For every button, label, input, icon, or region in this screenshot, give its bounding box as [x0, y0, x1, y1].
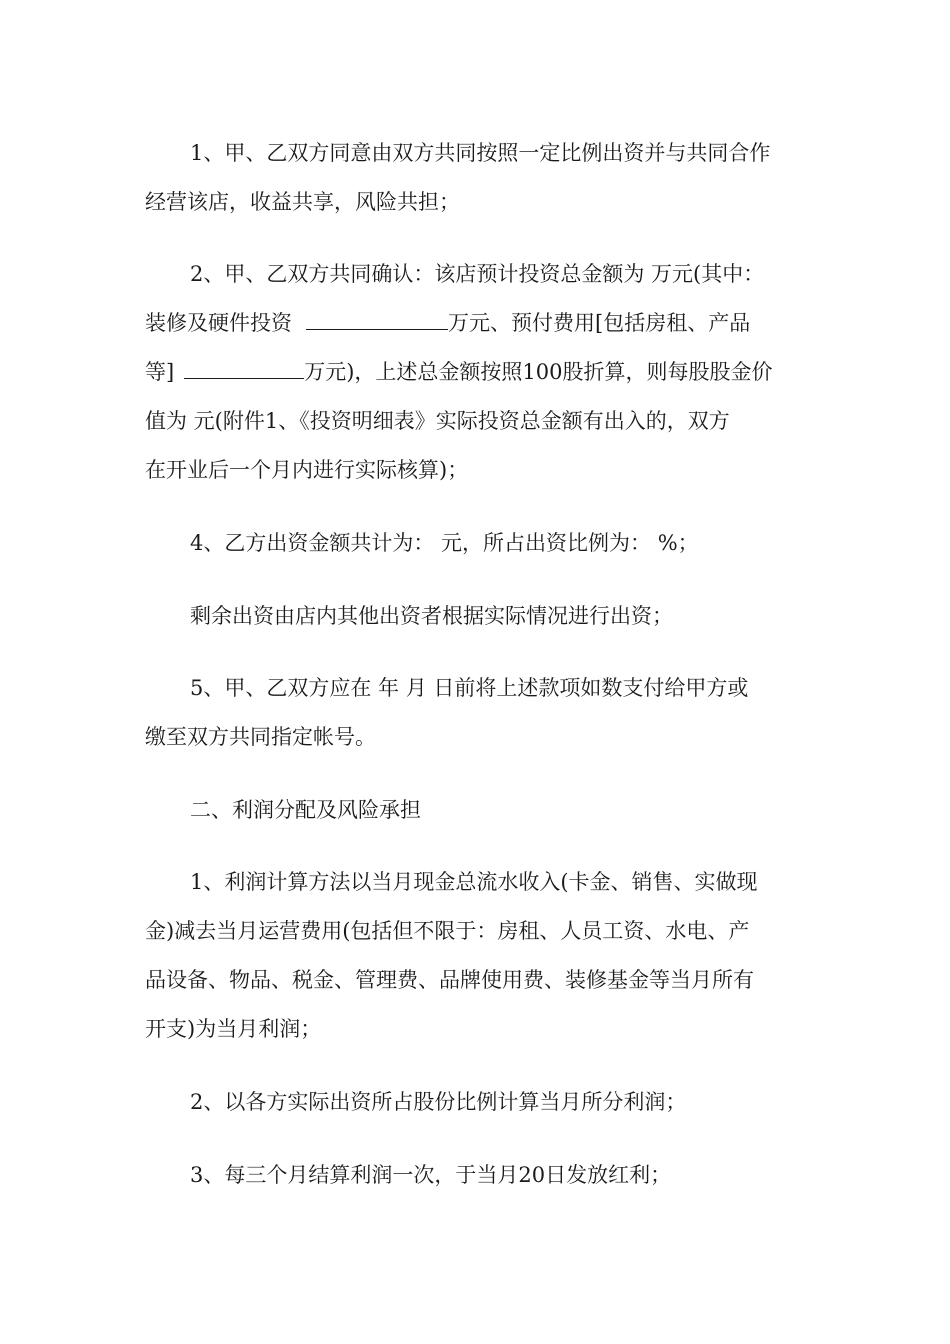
- clause-2-line-2-text-b: 万元、预付费用[包括房租、产品: [448, 311, 751, 335]
- clause-2-line-1: 2、甲、乙双方共同确认：该店预计投资总金额为 万元(其中：: [190, 262, 765, 286]
- blank-underline: [184, 352, 304, 379]
- clause-5-line-2: 缴至双方共同指定帐号。: [145, 725, 376, 749]
- profit-clause-2-line-1: 2、以各方实际出资所占股份比例计算当月所分利润；: [190, 1090, 687, 1114]
- clause-4-line-1: 4、乙方出资金额共计为： 元，所占出资比例为： %；: [190, 531, 699, 555]
- clause-1-line-1: 1、甲、乙双方同意由双方共同按照一定比例出资并与共同合作: [190, 141, 771, 165]
- profit-clause-1-line-3: 品设备、物品、税金、管理费、品牌使用费、装修基金等当月所有: [145, 968, 754, 992]
- profit-clause-1-line-1: 1、利润计算方法以当月现金总流水收入(卡金、销售、实做现: [190, 870, 758, 894]
- clause-2-line-2: [145, 303, 825, 343]
- profit-clause-3-line-1: 3、每三个月结算利润一次，于当月20日发放红利；: [190, 1163, 672, 1187]
- section-2-heading: 二、利润分配及风险承担: [190, 798, 421, 822]
- profit-clause-1-line-2: 金)减去当月运营费用(包括但不限于：房租、人员工资、水电、产: [145, 919, 750, 943]
- blank-underline: [306, 303, 448, 330]
- clause-2-line-3-text-b: 万元)，上述总金额按照100股折算，则每股股金价: [304, 360, 773, 384]
- clause-2-line-3: [145, 352, 825, 392]
- remaining-capital-line: 剩余出资由店内其他出资者根据实际情况进行出资；: [190, 604, 673, 628]
- clause-5-line-1: 5、甲、乙双方应在 年 月 日前将上述款项如数支付给甲方或: [190, 676, 749, 700]
- clause-2-line-3-text-a: 等]: [145, 360, 175, 384]
- clause-2-line-5: 在开业后一个月内进行实际核算)；: [145, 458, 469, 482]
- clause-2-line-4: 值为 元(附件1、《投资明细表》实际投资总金额有出入的，双方: [145, 409, 730, 433]
- clause-2-line-2-text-a: 装修及硬件投资: [145, 311, 292, 335]
- profit-clause-1-line-4: 开支)为当月利润；: [145, 1017, 322, 1041]
- clause-1-line-2: 经营该店，收益共享，风险共担；: [145, 190, 460, 214]
